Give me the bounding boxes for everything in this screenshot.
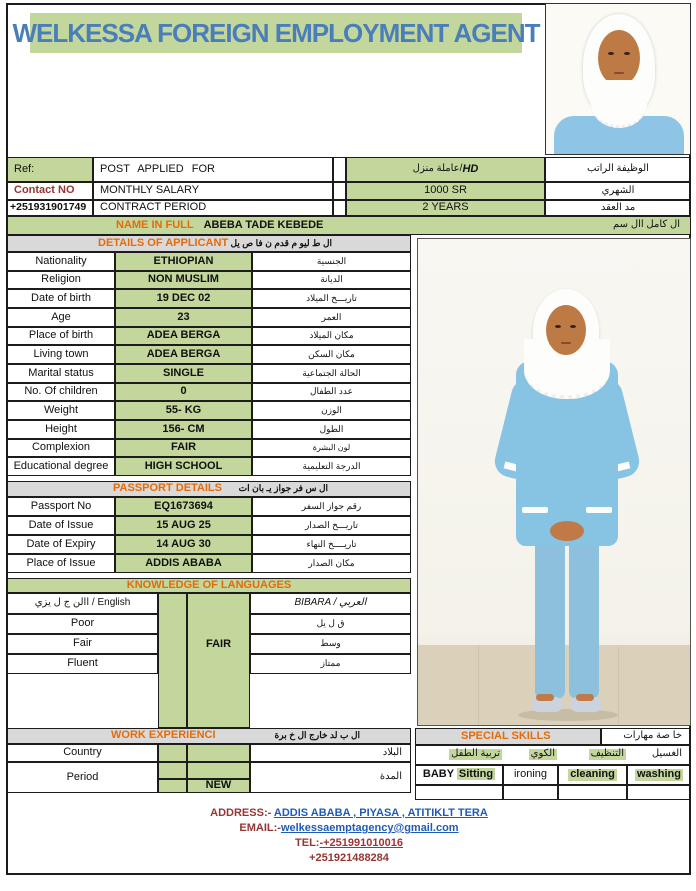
address-link[interactable]: ADDIS ABABA , PIYASA , ATITIKLT TERA (273, 807, 488, 819)
country-label-text: Country (63, 746, 102, 759)
value-text: 15 AUG 25 (156, 518, 211, 531)
passport-row-label (7, 497, 115, 516)
ref-label (7, 157, 93, 182)
language-fluent-arabic (250, 654, 411, 674)
spacer-cell-1 (333, 157, 346, 182)
languages-strip-b (187, 593, 250, 728)
footer (7, 806, 691, 868)
passport-row-label (7, 516, 115, 535)
passport-row-label (7, 554, 115, 573)
work-new-cell (187, 779, 250, 793)
photo-eye-right (624, 52, 630, 55)
arabic-text: عدد الطفال (309, 386, 354, 397)
skill-baby-pre: BABY (422, 768, 457, 781)
name-in-full-row (7, 216, 691, 235)
skill-washing-text: washing (636, 768, 681, 781)
label-text: Living town (33, 347, 89, 360)
work-period-arabic (250, 762, 411, 793)
photo-floor-line (478, 645, 479, 725)
salary-value-text: 1000 SR (424, 184, 467, 197)
applicant-row-arabic (252, 271, 411, 289)
photo-eye-left (608, 52, 614, 55)
value-text: 14 AUG 30 (156, 537, 211, 550)
applicant-row-value (115, 439, 252, 457)
applicant-row-value (115, 271, 252, 289)
english-label-text: االن ج ل يزي / English (34, 597, 131, 609)
passport-details-header (7, 481, 411, 497)
details-header-text: DETAILS OF APPLICANT (98, 236, 229, 249)
work-green-cell-3 (158, 762, 187, 779)
arabic-text: تاريـــخ الصدار (305, 519, 358, 530)
arabic-text: الحالة الجتماعية (302, 367, 361, 378)
label-text: Date of Issue (28, 518, 94, 531)
label-text: Marital status (28, 366, 94, 379)
value-text: 23 (177, 310, 190, 323)
english-language-label (7, 593, 158, 614)
photo-shadow (518, 709, 618, 721)
passport-row-value (115, 535, 252, 554)
value-text: 0 (180, 385, 187, 398)
arabic-text: الدرجة التعليمية (302, 460, 361, 471)
languages-header (7, 578, 411, 593)
applicant-row-arabic (252, 289, 411, 308)
label-text: Weight (43, 403, 79, 416)
applicant-row-label (7, 383, 115, 401)
contact-phone (7, 200, 93, 216)
passport-header-arabic: ال س فر جواز يـ بان ات (238, 483, 328, 494)
applicant-row-value (115, 345, 252, 364)
arabic-text: لون البشرة (312, 442, 351, 452)
work-experience-header (7, 728, 411, 744)
skill-babysitting-arabic: تربية الطفل (451, 748, 500, 759)
photo-face (546, 305, 586, 355)
contract-arabic-text: مد العقد (600, 201, 636, 213)
label-text: Passport No (30, 499, 92, 512)
photo-pocket-trim-right (586, 507, 612, 513)
arabic-text: تاريــــخ النهاء (306, 538, 357, 549)
value-text: 19 DEC 02 (156, 291, 211, 304)
arabic-text: مكان السكن (308, 348, 355, 359)
work-green-cell-5 (158, 779, 187, 793)
salary-value (346, 182, 545, 200)
language-level-fluent (7, 654, 158, 674)
arabic-label-text: BIBARA / العربي (294, 597, 367, 609)
passport-row-arabic (252, 516, 411, 535)
applicant-row-arabic (252, 383, 411, 401)
fair-label: Fair (73, 637, 92, 650)
photo-mouth (561, 342, 571, 344)
skill-cleaning-arabic: التنظيف (590, 748, 624, 759)
applicant-row-label (7, 420, 115, 439)
work-country-arabic (250, 744, 411, 762)
value-text: ADEA BERGA (146, 329, 221, 342)
work-new-text: NEW (205, 779, 232, 792)
applicant-row-label (7, 308, 115, 327)
arabic-text: الديانة (320, 274, 343, 285)
contract-period-label (93, 200, 333, 216)
photo-hands (550, 521, 584, 541)
label-text: Place of Issue (26, 556, 96, 569)
contact-no-text: Contact NO (14, 184, 75, 197)
applicant-row-label (7, 457, 115, 476)
applicant-row-label (7, 345, 115, 364)
skills-header-text: SPECIAL SKILLS (461, 729, 551, 742)
applicant-row-label (7, 271, 115, 289)
value-text: NON MUSLIM (148, 273, 219, 286)
photo-eye-left (555, 325, 561, 328)
passport-row-label (7, 535, 115, 554)
label-text: No. Of children (24, 385, 98, 398)
applicant-row-value (115, 457, 252, 476)
photo-toes-right (576, 694, 594, 701)
applicant-row-value (115, 252, 252, 271)
arabic-text: تاريـــخ الميلاد (306, 292, 357, 303)
passport-row-arabic (252, 554, 411, 573)
skill-ironing-text: ironing (513, 768, 548, 781)
salary-arabic-text: الشهري (601, 184, 635, 196)
contact-no-label (7, 182, 93, 200)
work-green-cell-1 (158, 744, 187, 762)
language-poor-arabic (250, 614, 411, 634)
contact-phone-text: +251931901749 (10, 201, 87, 214)
arabic-text: العمر (321, 311, 342, 322)
post-value-hd: HD (462, 162, 479, 175)
applicant-row-label (7, 289, 115, 308)
contract-period-text: CONTRACT PERIOD (100, 201, 207, 214)
applicant-row-value (115, 289, 252, 308)
passport-row-arabic (252, 497, 411, 516)
passport-row-value (115, 516, 252, 535)
fair-arabic: وسط (320, 638, 341, 649)
skill-baby-sitting (415, 765, 503, 785)
passport-row-value (115, 554, 252, 573)
period-label-text: Period (66, 770, 99, 783)
details-of-applicant-header (7, 235, 411, 252)
arabic-text: الطول (319, 423, 344, 434)
value-text: 55- KG (165, 403, 202, 416)
photo-toes-left (536, 694, 554, 701)
passport-header-text: PASSPORT DETAILS (113, 482, 222, 495)
arabic-text: رقم جواز السفر (301, 500, 362, 511)
skill-washing (627, 765, 691, 785)
languages-strip-a (158, 593, 187, 728)
applicant-row-label (7, 364, 115, 383)
applicant-full-name: ABEBA TADE KEBEDE (203, 218, 324, 231)
footer-tel-line (7, 836, 691, 851)
language-level-fair (7, 634, 158, 654)
value-text: FAIR (170, 441, 197, 454)
skills-empty-cell-2 (503, 785, 558, 800)
value-text: EQ1673694 (154, 499, 213, 512)
value-text: 156- CM (162, 422, 205, 435)
language-level-poor (7, 614, 158, 634)
applicant-row-arabic (252, 401, 411, 420)
post-arabic-label (545, 157, 691, 182)
photo-eye-right (570, 325, 576, 328)
post-value (346, 157, 545, 182)
footer-tel2-line (7, 851, 691, 866)
details-header-arabic: ال ط ليو م قدم ن فا ص يل (230, 237, 332, 248)
post-applied-label (93, 157, 333, 182)
label-text: Place of birth (28, 329, 94, 342)
spacer-cell-3 (333, 200, 346, 216)
spacer-cell-2 (333, 182, 346, 200)
agency-title-highlight (12, 13, 540, 53)
contract-arabic-label (545, 200, 691, 216)
applicant-row-label (7, 439, 115, 457)
footer-address-line (7, 806, 691, 821)
period-arabic-text: المدة (379, 771, 402, 783)
photo-hijab-drape (591, 80, 647, 128)
work-header-text: WORK EXPERIENCI (111, 729, 216, 742)
skill-washing-arabic: الغسيل (651, 748, 682, 759)
country-arabic-text: البلاد (382, 746, 402, 758)
work-green-cell-4 (187, 762, 250, 779)
skill-cleaning-text: cleaning (570, 768, 615, 781)
footer-email-line (7, 821, 691, 836)
applicant-row-arabic (252, 252, 411, 271)
salary-arabic-label (545, 182, 691, 200)
skills-empty-cell-3 (558, 785, 627, 800)
tel-link[interactable]: -+251991010016 (319, 837, 403, 849)
name-in-full-label: NAME IN FULL (116, 218, 194, 231)
applicant-row-arabic (252, 327, 411, 345)
work-period-label (7, 762, 158, 793)
skill-ironing (503, 765, 558, 785)
email-label: EMAIL:- (239, 822, 281, 834)
language-fair-value (187, 634, 250, 654)
post-arabic-text: الوظيفة الراتب (587, 163, 649, 175)
applicant-row-value (115, 420, 252, 439)
value-text: SINGLE (163, 366, 204, 379)
label-text: Date of birth (31, 291, 91, 304)
applicant-row-arabic (252, 420, 411, 439)
passport-row-value (115, 497, 252, 516)
skills-empty-cell-1 (415, 785, 503, 800)
label-text: Educational degree (13, 459, 109, 472)
email-link[interactable]: welkessaemptagency@gmail.com (280, 822, 459, 834)
ref-label-text: Ref: (14, 162, 35, 175)
applicant-row-value (115, 401, 252, 420)
agency-title: WELKESSA FOREIGN EMPLOYMENT AGENT (12, 17, 540, 48)
languages-header-text: KNOWLEDGE OF LANGUAGES (126, 578, 292, 591)
applicant-row-label (7, 401, 115, 420)
applicant-full-photo (417, 238, 691, 726)
photo-pant-left (535, 539, 565, 699)
applicant-row-arabic (252, 457, 411, 476)
work-green-cell-2 (187, 744, 250, 762)
skill-ironing-arabic: الكوي (530, 748, 555, 759)
photo-pant-right (569, 539, 599, 699)
photo-mouth (614, 72, 624, 74)
tel2-text: +251921488284 (309, 852, 389, 864)
applicant-row-label (7, 252, 115, 271)
language-fair-arabic (250, 634, 411, 654)
applicant-row-arabic (252, 308, 411, 327)
applicant-row-value (115, 364, 252, 383)
passport-row-arabic (252, 535, 411, 554)
label-text: Date of Expiry (26, 537, 96, 550)
skills-arabic-row (415, 745, 691, 765)
poor-arabic: ق ل يل (316, 618, 345, 629)
applicant-row-value (115, 327, 252, 345)
work-header-arabic: ال ب لد خارج ال خ برة (274, 730, 360, 741)
applicant-row-arabic (252, 345, 411, 364)
applicant-passport-photo (545, 3, 691, 155)
monthly-salary-label (93, 182, 333, 200)
photo-face (598, 30, 640, 86)
photo-floor-line2 (618, 647, 619, 725)
value-text: ADDIS ABABA (145, 556, 222, 569)
label-text: Height (45, 422, 77, 435)
poor-label: Poor (70, 617, 95, 630)
applicant-row-arabic (252, 364, 411, 383)
work-country-label (7, 744, 158, 762)
monthly-salary-text: MONTHLY SALARY (100, 184, 200, 197)
arabic-text: مكان الميلاد (309, 330, 354, 341)
arabic-language-label (250, 593, 411, 614)
fair-value-text: FAIR (205, 638, 232, 650)
applicant-row-value (115, 308, 252, 327)
applicant-row-arabic (252, 439, 411, 457)
special-skills-header (415, 728, 601, 745)
post-value-arabic: عاملة منزل/ (412, 163, 463, 175)
special-skills-header-arabic (601, 728, 691, 745)
value-text: ADEA BERGA (146, 347, 221, 360)
arabic-text: الجنسية (316, 255, 347, 266)
skill-sitting-text: Sitting (458, 768, 494, 781)
value-text: HIGH SCHOOL (144, 459, 223, 472)
fluent-label: Fluent (67, 657, 98, 670)
tel-label: TEL: (295, 837, 320, 849)
value-text: ETHIOPIAN (153, 254, 214, 267)
address-label: ADDRESS:- (210, 807, 274, 819)
arabic-text: الوزن (321, 404, 342, 415)
applicant-row-value (115, 383, 252, 401)
skills-header-arabic-text: خا صة مهارات (623, 730, 682, 742)
label-text: Religion (41, 273, 81, 286)
label-text: Age (51, 310, 71, 323)
skills-empty-cell-4 (627, 785, 691, 800)
label-text: Nationality (35, 254, 87, 267)
label-text: Complexion (31, 441, 91, 454)
applicant-row-label (7, 327, 115, 345)
post-applied-text: POST APPLIED FOR (100, 162, 215, 175)
skill-cleaning (558, 765, 627, 785)
contract-value-text: 2 YEARS (422, 201, 469, 214)
photo-pocket-trim-left (522, 507, 548, 513)
contract-value (346, 200, 545, 216)
fluent-arabic: ممتاز (320, 658, 341, 669)
arabic-text: مكان الصدار (308, 557, 355, 568)
name-arabic-label: ال كامل اال سم (613, 219, 680, 231)
